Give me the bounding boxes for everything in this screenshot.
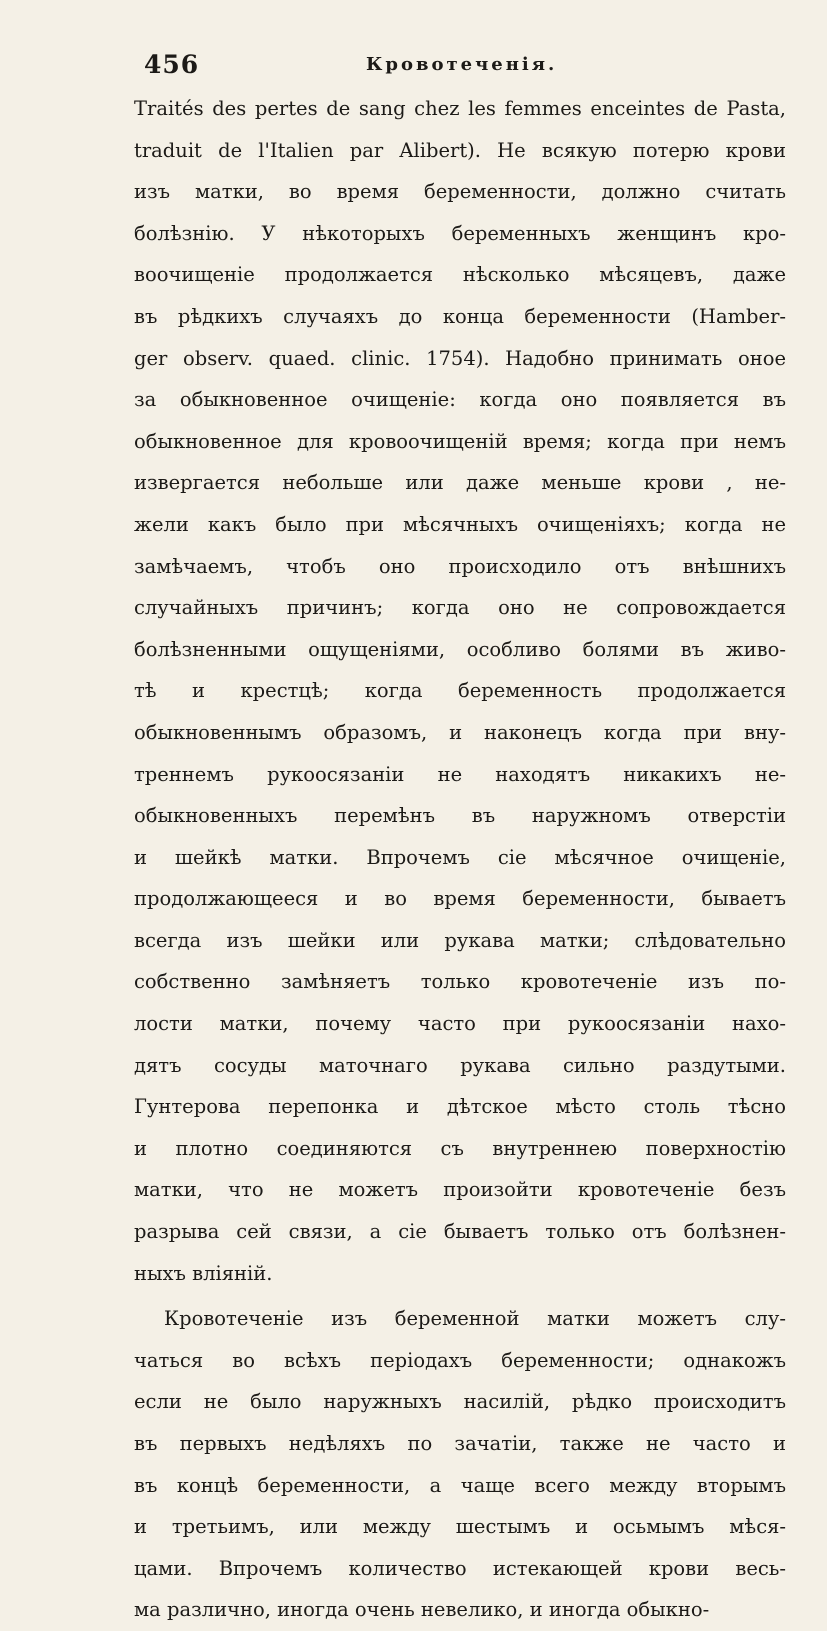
text-line: обыкновенное для кровоочищеній время; когда при немъ [134,429,786,453]
text-line: замѣчаемъ, чтобъ оно происходило отъ внѣшнихъ [134,554,786,578]
text-line: треннемъ рукоосязаніи не находятъ никакихъ не- [134,762,786,786]
text-line: Traités des pertes de sang chez les femmes enceintes de Pasta, [134,97,786,120]
text-line: и третьимъ, или между шестымъ и осьмымъ мѣся- [134,1515,786,1539]
text-line: матки, что не можетъ произойти кровотеченіе безъ [134,1178,786,1202]
text-line: цами. Впрочемъ количество истекающей крови весь- [134,1556,786,1580]
text-line: болѣзнію. У нѣкоторыхъ беременныхъ женщинъ кро- [134,221,786,245]
text-line: воочищеніе продолжается нѣсколько мѣсяцевъ, даже [134,263,786,287]
text-line: всегда изъ шейки или рукава матки; слѣдовательно [134,928,786,952]
running-head: Кровотеченія. [366,54,558,75]
text-line: обыкновенныхъ перемѣнъ въ наружномъ отверстіи [134,804,786,828]
page-number: 456 [144,50,200,79]
text-line: въ концѣ беременности, а чаще всего между вторымъ [134,1473,786,1497]
text-line: въ первыхъ недѣляхъ по зачатіи, также не часто и [134,1432,786,1455]
text-line: въ рѣдкихъ случаяхъ до конца беременности (Hamber- [134,304,786,328]
text-line: Гунтерова перепонка и дѣтское мѣсто столь тѣсно [134,1095,786,1119]
text-line: случайныхъ причинъ; когда оно не сопровождается [134,596,786,620]
text-line: изъ матки, во время беременности, должно считать [134,180,786,204]
body-text [134,88,786,1631]
page-header [144,50,784,80]
text-line: жели какъ было при мѣсячныхъ очищеніяхъ; когда не [134,512,786,536]
text-line: обыкновеннымъ образомъ, и наконецъ когда при вну- [134,720,786,744]
text-line: собственно замѣняетъ только кровотеченіе изъ по- [134,970,786,994]
text-line: ныхъ вліяній. [134,1261,273,1285]
text-line: извергается небольше или даже меньше крови , не- [134,471,786,495]
text-line: за обыкновенное очищеніе: когда оно появляется въ [134,388,786,412]
text-line: продолжающееся и во время беременности, бываетъ [134,887,786,911]
text-line: ма различно, иногда очень невелико, и иногда обыкно- [134,1598,710,1622]
text-line: разрыва сей связи, а сіе бываетъ только отъ болѣзнен- [134,1220,786,1244]
text-line: болѣзненными ощущеніями, особливо болями въ живо- [134,637,786,661]
text-line: и плотно соединяются съ внутреннею поверхностію [134,1136,786,1160]
text-line: Кровотеченіе изъ беременной матки можетъ слу- [164,1307,786,1331]
text-line: дятъ сосуды маточнаго рукава сильно раздутыми. [134,1053,786,1077]
text-line: чаться во всѣхъ періодахъ беременности; однакожъ [134,1348,786,1372]
text-line: и шейкѣ матки. Впрочемъ сіе мѣсячное очищеніе, [134,845,786,869]
text-line: traduit de l'Italien par Alibert). Не всякую потерю крови [134,138,786,162]
text-line: лости матки, почему часто при рукоосязаніи нахо- [134,1012,786,1036]
text-line: тѣ и крестцѣ; когда беременность продолжается [134,679,786,703]
text-line: ger observ. quaed. clinic. 1754). Надобно принимать оное [134,346,786,370]
text-line: если не было наружныхъ насилій, рѣдко происходитъ [134,1390,786,1414]
